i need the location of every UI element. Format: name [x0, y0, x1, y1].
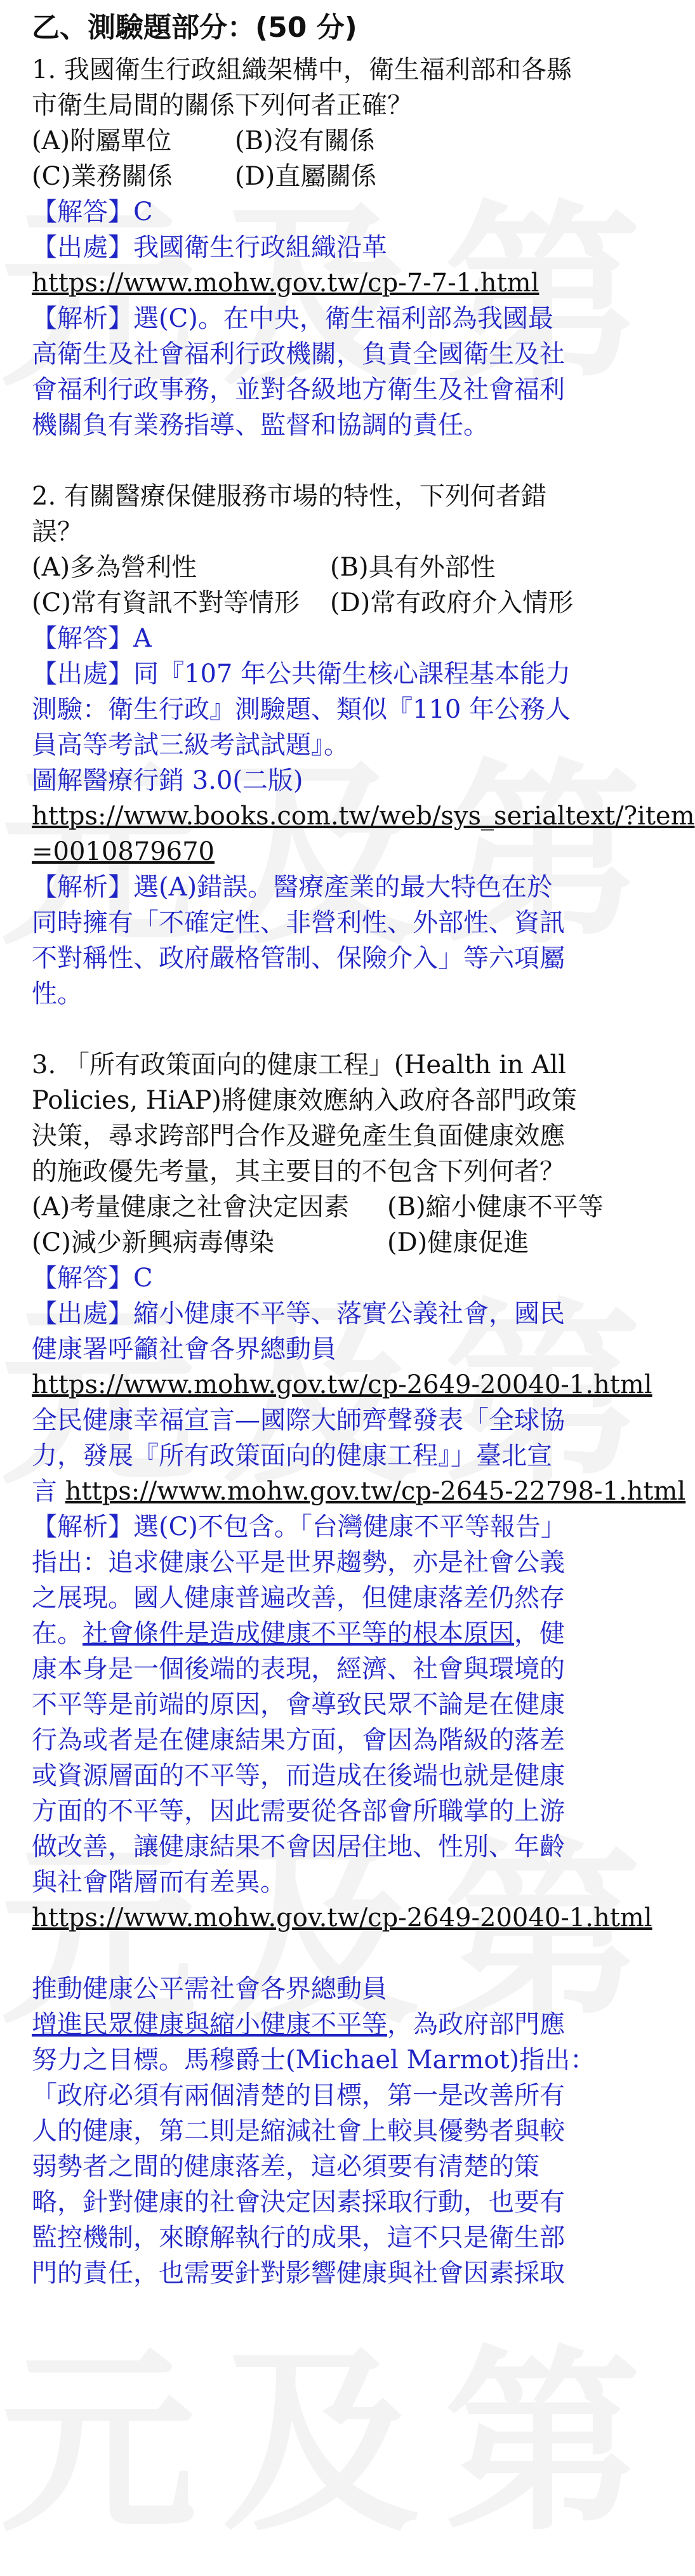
options-row: [32, 1189, 604, 1225]
analysis-text: 行為或者是在健康結果方面，會因為階級的落差: [32, 1726, 565, 1755]
source-text: 圖解醫療行銷 3.0(二版): [32, 766, 303, 795]
source-link[interactable]: https://www.mohw.gov.tw/cp-7-7-1.html: [32, 268, 539, 298]
analysis-link[interactable]: https://www.mohw.gov.tw/cp-2649-20040-1.html: [32, 1903, 652, 1932]
option-c: (C)常有資訊不對等情形: [32, 588, 300, 618]
analysis-text: 性。: [32, 979, 83, 1008]
extra-text: 略，針對健康的社會決定因素採取行動，也要有: [32, 2188, 565, 2217]
source-label: 【出處】: [32, 659, 133, 689]
question-stem: 3. 「所有政策面向的健康工程」(Health in All: [32, 1050, 566, 1080]
watermark: [0, 2285, 622, 2568]
answer-value: C: [133, 1264, 153, 1293]
analysis-text: ，健: [514, 1619, 565, 1648]
question-2: [32, 479, 695, 1012]
extra-text: 監控機制，來瞭解執行的成果，這不只是衛生部: [32, 2223, 565, 2252]
analysis-label: 【解析】: [32, 873, 133, 902]
source-text: 員高等考試三級考試試題』。: [32, 730, 349, 760]
options-row: [32, 1225, 590, 1260]
analysis-text: 選(A)錯誤。醫療產業的最大特色在於: [133, 873, 553, 902]
source: [32, 1296, 590, 1367]
options-row: [32, 123, 590, 159]
extra-emphasis: 增進民眾健康與縮小健康不平等: [32, 2010, 387, 2039]
analysis-text: 康本身是一個後端的表現，經濟、社會與環境的: [32, 1655, 565, 1684]
analysis-text: 做改善，讓健康結果不會因居住地、性別、年齡: [32, 1832, 565, 1861]
question-1: [32, 52, 590, 443]
extra-text: ，為政府部門應: [387, 2010, 565, 2039]
answer-value: A: [133, 624, 152, 653]
answer: [32, 621, 590, 656]
option-d: (D)直屬關係: [235, 162, 377, 191]
option-a: (A)考量健康之社會決定因素: [32, 1192, 350, 1222]
question-stem: 1. 我國衛生行政組織架構中，衛生福利部和各縣: [32, 55, 572, 84]
analysis-text: 或資源層面的不平等，而造成在後端也就是健康: [32, 1761, 565, 1790]
analysis-text: 選(C)不包含。「台灣健康不平等報告」: [133, 1512, 566, 1542]
extra-text: 弱勢者之間的健康落差，這必須要有清楚的策: [32, 2152, 539, 2181]
source-label: 【出處】: [32, 1299, 133, 1328]
answer-label: 【解答】: [32, 197, 133, 227]
analysis-text: 指出：追求健康公平是世界趨勢，亦是社會公義: [32, 1548, 565, 1577]
source-text: 同『107 年公共衛生核心課程基本能力: [133, 659, 571, 689]
source-link[interactable]: https://www.books.com.tw/web/sys_serialtext/?item: [32, 802, 695, 831]
options-row: [32, 550, 590, 585]
option-d: (D)常有政府介入情形: [330, 588, 574, 618]
question-stem: Policies, HiAP)將健康效應納入政府各部門政策: [32, 1086, 577, 1115]
question-stem: 誤？: [32, 517, 83, 546]
answer-label: 【解答】: [32, 624, 133, 653]
source-text: 力，發展『所有政策面向的健康工程』」臺北宣: [32, 1441, 552, 1470]
source-text: 健康署呼籲社會各界總動員: [32, 1335, 336, 1364]
answer-label: 【解答】: [32, 1264, 133, 1293]
analysis-emphasis: 社會條件是造成健康不平等的根本原因: [83, 1619, 514, 1648]
analysis: [32, 1509, 590, 1900]
answer: [32, 1260, 590, 1296]
analysis-text: 不平等是前端的原因，會導致民眾不論是在健康: [32, 1690, 565, 1719]
extra-text: 「政府必須有兩個清楚的目標，第一是改善所有: [32, 2081, 565, 2110]
question-stem: 決策，尋求跨部門合作及避免產生負面健康效應: [32, 1121, 565, 1151]
section-title: 乙、測驗題部分：(50 分): [32, 11, 357, 44]
source-text: 言: [32, 1477, 57, 1506]
answer: [32, 194, 590, 230]
analysis-text: 選(C)。在中央，衛生福利部為我國最: [133, 304, 553, 333]
analysis-text: 機關負有業務指導、監督和協調的責任。: [32, 411, 489, 440]
source: [32, 230, 590, 265]
extra-text: 努力之目標。馬穆爵士(Michael Marmot)指出：: [32, 2045, 596, 2075]
analysis: [32, 869, 590, 1012]
analysis-text: 與社會階層而有差異。: [32, 1868, 286, 1897]
option-b: (B)沒有關係: [235, 126, 375, 155]
analysis-text: 方面的不平等，因此需要從各部會所職掌的上游: [32, 1797, 565, 1826]
extra-text: 門的責任，也需要針對影響健康與社會因素採取: [32, 2259, 565, 2288]
analysis-label: 【解析】: [32, 304, 133, 333]
analysis: [32, 301, 590, 443]
question-stem: 的施政優先考量，其主要目的不包含下列何者？: [32, 1157, 565, 1186]
analysis-text: 之展現。國人健康普遍改善，但健康落差仍然存: [32, 1583, 565, 1613]
analysis-text: 同時擁有「不確定性、非營利性、外部性、資訊: [32, 908, 565, 937]
source-link[interactable]: https://www.mohw.gov.tw/cp-2649-20040-1.html: [32, 1370, 652, 1399]
analysis-label: 【解析】: [32, 1512, 133, 1542]
options-row: [32, 585, 590, 621]
source-text: 縮小健康不平等、落實公義社會，國民: [133, 1299, 565, 1328]
extra-text: 人的健康，第二則是縮減社會上較具優勢者與較: [32, 2117, 565, 2146]
source: [32, 656, 590, 798]
question-stem: 市衛生局間的關係下列何者正確？: [32, 91, 413, 120]
option-b: (B)縮小健康不平等: [387, 1192, 604, 1222]
analysis-text: 不對稱性、政府嚴格管制、保險介入」等六項屬: [32, 944, 565, 973]
source-label: 【出處】: [32, 233, 133, 262]
analysis-text: 會福利行政事務，並對各級地方衛生及社會福利: [32, 375, 565, 404]
option-b: (B)具有外部性: [330, 553, 496, 582]
question-3: [32, 1047, 686, 2291]
option-c: (C)業務關係: [32, 162, 173, 191]
options-row: [32, 159, 590, 194]
source-link[interactable]: https://www.mohw.gov.tw/cp-2645-22798-1.html: [65, 1477, 686, 1506]
analysis-text: 在。: [32, 1619, 83, 1648]
analysis-text: 高衛生及社會福利行政機關，負責全國衛生及社: [32, 340, 565, 369]
source-2: [32, 1403, 686, 1509]
source-text: 我國衛生行政組織沿革: [133, 233, 387, 262]
answer-value: C: [133, 197, 153, 227]
source-text: 測驗：衛生行政』測驗題、類似『110 年公務人: [32, 695, 571, 724]
option-a: (A)多為營利性: [32, 553, 197, 582]
option-d: (D)健康促進: [387, 1228, 529, 1257]
source-text: 全民健康幸福宣言—國際大師齊聲發表「全球協: [32, 1406, 565, 1435]
source-link[interactable]: =0010879670: [32, 837, 215, 866]
option-a: (A)附屬單位: [32, 126, 172, 155]
extra-analysis: [32, 1971, 596, 2291]
question-stem: 2. 有關醫療保健服務市場的特性，下列何者錯: [32, 482, 546, 511]
option-c: (C)減少新興病毒傳染: [32, 1228, 274, 1257]
extra-heading: 推動健康公平需社會各界總動員: [32, 1974, 387, 2004]
